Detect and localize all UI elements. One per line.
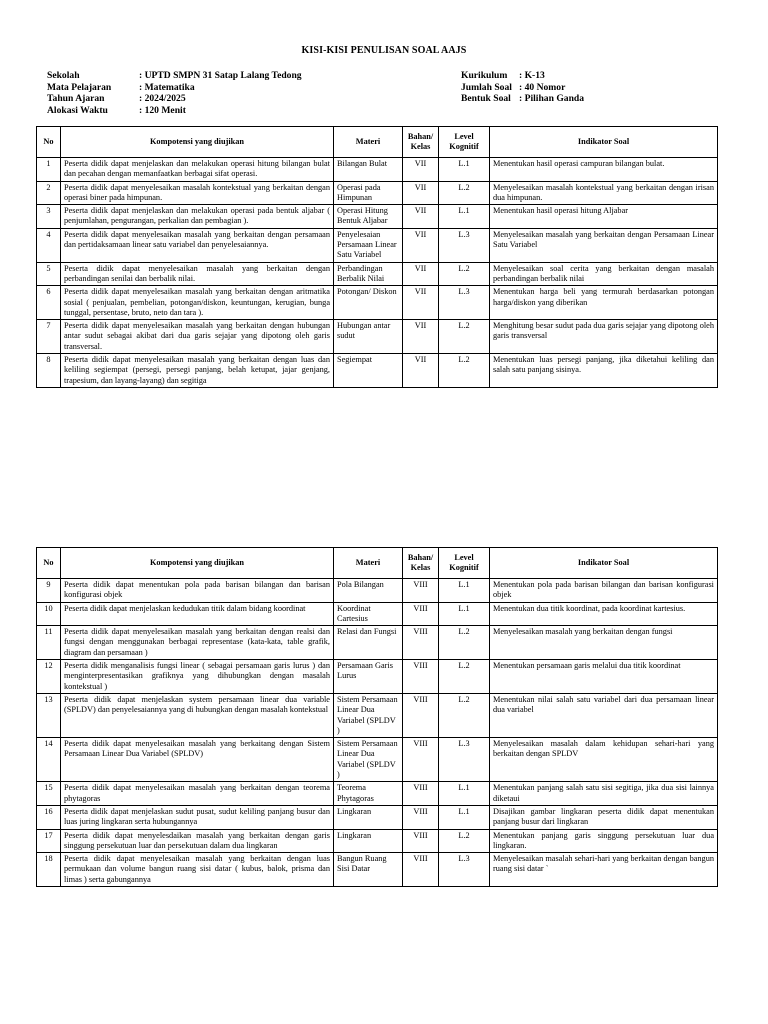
indicator-cell: Menyelesaikan soal cerita yang berkaitan dengan masalah perbandingan berbalik nilai <box>490 262 718 286</box>
competency-cell: Peserta didik dapat menjelaskan sudut pusat, sudut keliling panjang busur dan luas juring lingkaran serta hubungannya <box>61 805 334 829</box>
cognitive-level-cell: L.3 <box>439 853 490 887</box>
material-cell: Sistem Persamaan Linear Dua Variabel (SPLDV ) <box>334 693 403 737</box>
table-row <box>37 320 718 354</box>
table-row <box>37 579 718 603</box>
header-indicator: Indikator Soal <box>490 127 718 158</box>
material-cell: Lingkaran <box>334 805 403 829</box>
cognitive-level-cell: L.1 <box>439 805 490 829</box>
grade-cell: VII <box>403 320 439 354</box>
material-cell: Hubungan antar sudut <box>334 320 403 354</box>
row-number-cell: 15 <box>37 782 61 806</box>
school-info <box>47 70 302 116</box>
row-number-cell: 14 <box>37 738 61 782</box>
header-cognitive-level: Level Kognitif <box>439 127 490 158</box>
competency-cell: Peserta didik dapat menjelaskan dan melakukan operasi hitung bilangan bulat dan pecahan dengan memanfaatkan berbagai sifat operasi. <box>61 158 334 182</box>
indicator-cell: Menentukan nilai salah satu variabel dari dua persamaan linear dua variabel <box>490 693 718 737</box>
info-row-school <box>47 70 302 82</box>
indicator-cell: Menyelesaikan masalah yang berkaitan dengan Persamaan Linear Satu Variabel <box>490 228 718 262</box>
indicator-cell: Menentukan harga beli yang termurah berdasarkan potongan harga/diskon yang diberikan <box>490 286 718 320</box>
material-cell: Sistem Persamaan Linear Dua Variabel (SPLDV ) <box>334 738 403 782</box>
row-number-cell: 1 <box>37 158 61 182</box>
header-cognitive-level: Level Kognitif <box>439 548 490 579</box>
grade-cell: VII <box>403 262 439 286</box>
info-value: : UPTD SMPN 31 Satap Lalang Tedong <box>139 70 302 81</box>
table-header-row <box>37 127 718 158</box>
table-row <box>37 853 718 887</box>
info-value: : 120 Menit <box>139 104 186 116</box>
cognitive-level-cell: L.1 <box>439 602 490 626</box>
competency-cell: Peserta didik dapat menjelaskan kedudukan titik dalam bidang koordinat <box>61 602 334 626</box>
row-number-cell: 8 <box>37 354 61 388</box>
info-label: Tahun Ajaran <box>47 93 105 104</box>
indicator-cell: Menentukan panjang garis singgung persekutuan luar dua lingkaran. <box>490 829 718 853</box>
table-row <box>37 805 718 829</box>
cognitive-level-cell: L.3 <box>439 286 490 320</box>
header-grade: Bahan/ Kelas <box>403 127 439 158</box>
competency-cell: Peserta didik dapat menyelesaikan masalah yang berkaitan dengan luas dan keliling segiempat (persegi, persegi panjang, belah ketupat, jajar genjang, trapesium, dan layang-layang) dan segitiga <box>61 354 334 388</box>
row-number-cell: 5 <box>37 262 61 286</box>
material-cell: Pola Bilangan <box>334 579 403 603</box>
material-cell: Potongan/ Diskon <box>334 286 403 320</box>
row-number-cell: 17 <box>37 829 61 853</box>
header-material: Materi <box>334 127 403 158</box>
row-number-cell: 4 <box>37 228 61 262</box>
grade-cell: VII <box>403 158 439 182</box>
row-number-cell: 16 <box>37 805 61 829</box>
competency-cell: Peserta didik dapat menyelesaikan masalah yang berkaitan dengan persamaan dan pertidaksamaan linear satu variabel dan penyelesaiannya. <box>61 228 334 262</box>
grade-cell: VII <box>403 228 439 262</box>
row-number-cell: 3 <box>37 205 61 229</box>
material-cell: Bangun Ruang Sisi Datar <box>334 853 403 887</box>
header-no: No <box>37 127 61 158</box>
info-value: : 40 Nomor <box>519 81 566 93</box>
table-row <box>37 660 718 694</box>
indicator-cell: Menentukan luas persegi panjang, jika diketahui keliling dan salah satu panjang sisinya. <box>490 354 718 388</box>
table-row <box>37 738 718 782</box>
competency-cell: Peserta didik dapat menyelesaikan masalah yang berkaitang dengan Sistem Persamaan Linear Dua Variabel (SPLDV) <box>61 738 334 782</box>
indicator-cell: Menentukan hasil operasi campuran bilangan bulat. <box>490 158 718 182</box>
table-row <box>37 158 718 182</box>
cognitive-level-cell: L.1 <box>439 205 490 229</box>
header-material: Materi <box>334 548 403 579</box>
cognitive-level-cell: L.3 <box>439 228 490 262</box>
cognitive-level-cell: L.2 <box>439 693 490 737</box>
row-number-cell: 7 <box>37 320 61 354</box>
row-number-cell: 2 <box>37 181 61 205</box>
indicator-cell: Menyelesaikan masalah kontekstual yang berkaitan dengan irisan dua himpunan. <box>490 181 718 205</box>
table-row <box>37 205 718 229</box>
grade-cell: VIII <box>403 782 439 806</box>
row-number-cell: 11 <box>37 626 61 660</box>
material-cell: Perbandingan Berbalik Nilai <box>334 262 403 286</box>
row-number-cell: 6 <box>37 286 61 320</box>
grade-cell: VIII <box>403 805 439 829</box>
competency-cell: Peserta didik dapat menyelesaikan masalah yang berkaitan dengan perbandingan senilai dan berbalik nilai. <box>61 262 334 286</box>
grade-cell: VII <box>403 286 439 320</box>
info-value: : Pilihan Ganda <box>519 93 585 104</box>
blueprint-table-1 <box>36 126 718 388</box>
info-label: Sekolah <box>47 70 80 81</box>
competency-cell: Peserta didik dapat menyelesaikan masalah yang berkaitan dengan teorema phytagoras <box>61 782 334 806</box>
info-label: Jumlah Soal <box>461 81 512 93</box>
grade-cell: VIII <box>403 853 439 887</box>
info-value: : Matematika <box>139 81 195 93</box>
row-number-cell: 13 <box>37 693 61 737</box>
competency-cell: Peserta didik dapat menyelesaikan masalah yang berkaitan dengan aritmatika sosial ( penjualan, pembelian, potongan/diskon, keuntungan, kerugian, bunga tunggal, persentase, bruto, neto dan tara ). <box>61 286 334 320</box>
cognitive-level-cell: L.1 <box>439 579 490 603</box>
grade-cell: VIII <box>403 693 439 737</box>
material-cell: Lingkaran <box>334 829 403 853</box>
competency-cell: Peserta didik menganalisis fungsi linear ( sebagai persamaan garis lurus ) dan menginterpresentasikan grafiknya yang dihubungkan dengan masalah kontekstual ) <box>61 660 334 694</box>
grade-cell: VIII <box>403 626 439 660</box>
cognitive-level-cell: L.2 <box>439 181 490 205</box>
material-cell: Koordinat Cartesius <box>334 602 403 626</box>
info-value: : 2024/2025 <box>139 93 186 104</box>
indicator-cell: Menentukan pola pada barisan bilangan dan barisan konfigurasi objek <box>490 579 718 603</box>
grade-cell: VII <box>403 354 439 388</box>
info-row-curriculum <box>461 70 584 82</box>
info-label: Alokasi Waktu <box>47 104 108 116</box>
table-row <box>37 262 718 286</box>
header-no: No <box>37 548 61 579</box>
info-row-year <box>47 93 302 105</box>
info-row-subject <box>47 82 302 94</box>
cognitive-level-cell: L.1 <box>439 158 490 182</box>
row-number-cell: 18 <box>37 853 61 887</box>
table-row <box>37 626 718 660</box>
competency-cell: Peserta didik dapat menyelesaikan masalah kontekstual yang berkaitan dengan operasi biner pada himpunan. <box>61 181 334 205</box>
row-number-cell: 12 <box>37 660 61 694</box>
info-label: Bentuk Soal <box>461 93 511 104</box>
indicator-cell: Menyelesaikan masalah dalam kehidupan sehari-hari yang berkaitan dengan SPLDV <box>490 738 718 782</box>
indicator-cell: Menentukan panjang salah satu sisi segitiga, jika dua sisi lainnya diketaui <box>490 782 718 806</box>
table-row <box>37 228 718 262</box>
cognitive-level-cell: L.3 <box>439 738 490 782</box>
cognitive-level-cell: L.2 <box>439 320 490 354</box>
document-title: KISI-KISI PENULISAN SOAL AAJS <box>301 45 467 56</box>
header-grade: Bahan/ Kelas <box>403 548 439 579</box>
indicator-cell: Menyelesaikan masalah yang berkaitan dengan fungsi <box>490 626 718 660</box>
indicator-cell: Disajikan gambar lingkaran peserta didik dapat menentukan panjang busur dari lingkaran <box>490 805 718 829</box>
info-label: Mata Pelajaran <box>47 81 112 93</box>
material-cell: Operasi Hitung Bentuk Aljabar <box>334 205 403 229</box>
grade-cell: VII <box>403 205 439 229</box>
row-number-cell: 9 <box>37 579 61 603</box>
info-label: Kurikulum <box>461 70 508 81</box>
info-row-question-count <box>461 82 584 94</box>
table-row <box>37 782 718 806</box>
competency-cell: Peserta didik dapat menyelesdaikan masalah yang berkaitan dengan garis singgung persekutuan luar dan persekutuan dalam dua lingkaran <box>61 829 334 853</box>
material-cell: Bilangan Bulat <box>334 158 403 182</box>
table-header-row <box>37 548 718 579</box>
indicator-cell: Menentukan persamaan garis melalui dua titik koordinat <box>490 660 718 694</box>
header-competency: Kompotensi yang diujikan <box>61 548 334 579</box>
row-number-cell: 10 <box>37 602 61 626</box>
grade-cell: VIII <box>403 738 439 782</box>
table-row <box>37 693 718 737</box>
grade-cell: VIII <box>403 829 439 853</box>
header-competency: Kompotensi yang diujikan <box>61 127 334 158</box>
table-row <box>37 354 718 388</box>
cognitive-level-cell: L.2 <box>439 829 490 853</box>
info-row-question-form <box>461 93 584 105</box>
cognitive-level-cell: L.2 <box>439 354 490 388</box>
competency-cell: Peserta didik dapat menjelaskan system persamaan linear dua variable (SPLDV) dan penyelesaiannya yang di hubungkan dengan masalah kontekstual <box>61 693 334 737</box>
grade-cell: VIII <box>403 579 439 603</box>
table-row <box>37 602 718 626</box>
grade-cell: VIII <box>403 660 439 694</box>
cognitive-level-cell: L.1 <box>439 782 490 806</box>
table-row <box>37 181 718 205</box>
indicator-cell: Menentukan dua titik koordinat, pada koordinat kartesius. <box>490 602 718 626</box>
material-cell: Teorema Phytagoras <box>334 782 403 806</box>
exam-info <box>461 70 584 105</box>
table-row <box>37 286 718 320</box>
indicator-cell: Menghitung besar sudut pada dua garis sejajar yang dipotong oleh garis transversal <box>490 320 718 354</box>
material-cell: Segiempat <box>334 354 403 388</box>
competency-cell: Peserta didik dapat menentukan pola pada barisan bilangan dan barisan konfigurasi objek <box>61 579 334 603</box>
competency-cell: Peserta didik dapat menyelesaikan masalah yang berkaitan dengan hubungan antar sudut sebagai akibat dari dua garis sejajar yang dipotong oleh garis transversal. <box>61 320 334 354</box>
blueprint-table-2 <box>36 547 718 887</box>
material-cell: Operasi pada Himpunan <box>334 181 403 205</box>
grade-cell: VIII <box>403 602 439 626</box>
cognitive-level-cell: L.2 <box>439 626 490 660</box>
material-cell: Persamaan Garis Lurus <box>334 660 403 694</box>
table-row <box>37 829 718 853</box>
competency-cell: Peserta didik dapat menjelaskan dan melakukan operasi pada bentuk aljabar ( penjumlahan, pengurangan, perkalian dan pembagian ). <box>61 205 334 229</box>
indicator-cell: Menyelesaikan masalah sehari-hari yang berkaitan dengan bangun ruang sisi datar ` <box>490 853 718 887</box>
info-value: : K-13 <box>519 70 545 81</box>
competency-cell: Peserta didik dapat menyelesaikan masalah yang berkaitan dengan luas permukaan dan volume bangun ruang sisi datar ( kubus, balok, prisma dan limas ) serta gabungannya <box>61 853 334 887</box>
grade-cell: VII <box>403 181 439 205</box>
header-indicator: Indikator Soal <box>490 548 718 579</box>
info-row-time <box>47 105 302 117</box>
cognitive-level-cell: L.2 <box>439 660 490 694</box>
cognitive-level-cell: L.2 <box>439 262 490 286</box>
material-cell: Relasi dan Fungsi <box>334 626 403 660</box>
indicator-cell: Menentukan hasil operasi hitung Aljabar <box>490 205 718 229</box>
material-cell: Penyelesaian Persamaan Linear Satu Variabel <box>334 228 403 262</box>
competency-cell: Peserta didik dapat menyelesaikan masalah yang berkaitan dengan realsi dan fungsi dengan menggunakan berbagai representase (kata-kata, table grafik, diagram dan persamaan ) <box>61 626 334 660</box>
